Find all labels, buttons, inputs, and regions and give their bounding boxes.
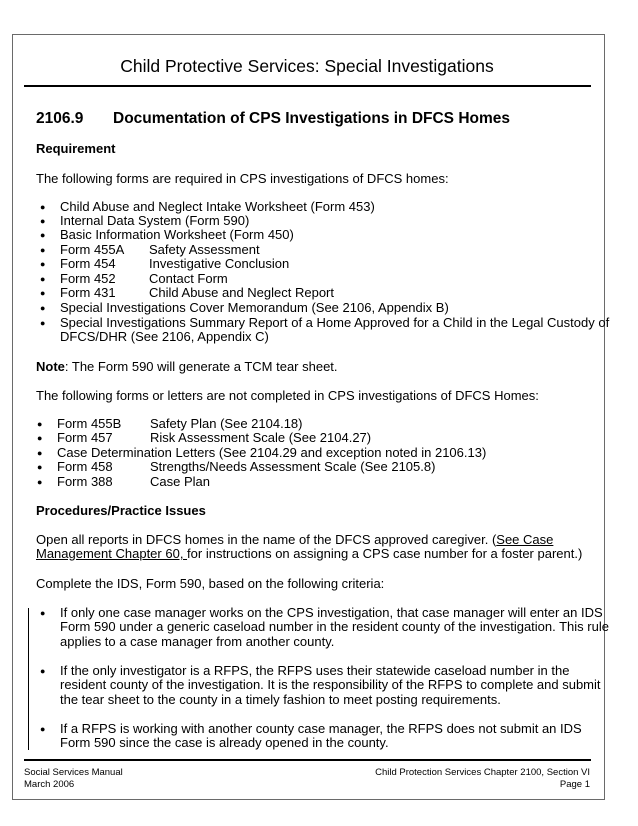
- bullet-icon: ●: [37, 462, 43, 472]
- list-item: Special Investigations Cover Memorandum (See 2106, Appendix B): [60, 300, 449, 315]
- footer-manual: Social Services Manual: [24, 767, 123, 778]
- criteria-item-line: If the only investigator is a RFPS, the RFPS uses their statewide caseload number in the: [60, 663, 570, 678]
- note-paragraph: Note: The Form 590 will generate a TCM tear sheet.: [36, 359, 338, 374]
- bullet-icon: ●: [40, 303, 46, 313]
- bullet-icon: ●: [40, 259, 46, 269]
- criteria-intro: Complete the IDS, Form 590, based on the following criteria:: [36, 576, 385, 591]
- footer-date: March 2006: [24, 779, 75, 790]
- change-bar: [28, 608, 29, 750]
- list-item: Form 458 Strengths/Needs Assessment Scale (See 2105.8): [57, 459, 436, 474]
- criteria-item-line: the tear sheet to the county in a timely fashion to meet posting requirements.: [60, 692, 501, 707]
- section-title: Documentation of CPS Investigations in DFCS Homes: [113, 110, 511, 127]
- list-item: Form 388 Case Plan: [57, 474, 210, 489]
- procedures-heading: Procedures/Practice Issues: [36, 503, 206, 518]
- list-item: Form 431 Child Abuse and Neglect Report: [60, 285, 335, 300]
- footer-page-number: Page 1: [559, 779, 590, 790]
- bullet-icon: ●: [37, 477, 43, 487]
- bullet-icon: ●: [40, 230, 46, 240]
- bullet-icon: ●: [40, 724, 46, 734]
- page-header-title: Child Protective Services: Special Investigations: [120, 56, 494, 76]
- list-item: Form 454 Investigative Conclusion: [60, 256, 290, 271]
- criteria-item-line: resident county of the investigation. It is the responsibility of the RFPS to complete and submit: [60, 677, 601, 692]
- list-item: Special Investigations Summary Report of a Home Approved for a Child in the Legal Custody of: [60, 315, 610, 330]
- case-management-link[interactable]: See Case: [496, 532, 554, 547]
- note-label: Note: [36, 359, 65, 374]
- bullet-icon: ●: [40, 288, 46, 298]
- bullet-icon: ●: [40, 666, 46, 676]
- criteria-item-line: Form 590 under a generic caseload number in the resident county of the investigation. This rule: [60, 619, 609, 634]
- list-item: Case Determination Letters (See 2104.29 and exception noted in 2106.13): [57, 445, 487, 460]
- case-management-link[interactable]: Management Chapter 60,: [36, 546, 188, 561]
- bullet-icon: ●: [40, 202, 46, 212]
- requirement-heading: Requirement: [36, 141, 116, 156]
- procedures-paragraph-line: Management Chapter 60, for instructions on assigning a CPS case number for a foster parent.): [36, 546, 583, 561]
- requirement-intro: The following forms are required in CPS investigations of DFCS homes:: [36, 171, 449, 186]
- criteria-item-line: Form 590 since the case is already opened in the county.: [60, 735, 389, 750]
- bullet-icon: ●: [37, 448, 43, 458]
- criteria-item-line: If a RFPS is working with another county case manager, the RFPS does not submit an IDS: [60, 721, 582, 736]
- section-heading: [36, 110, 510, 128]
- bullet-icon: ●: [37, 433, 43, 443]
- procedures-paragraph-line: Open all reports in DFCS homes in the name of the DFCS approved caregiver. (See Case: [36, 532, 554, 547]
- list-item: Form 457 Risk Assessment Scale (See 2104.27): [57, 430, 372, 445]
- list-item: Internal Data System (Form 590): [60, 213, 250, 228]
- bullet-icon: ●: [40, 216, 46, 226]
- section-number: 2106.9: [36, 110, 84, 127]
- header-rule: [24, 85, 591, 87]
- list-item: Basic Information Worksheet (Form 450): [60, 227, 294, 242]
- criteria-item-line: applies to a case manager from another county.: [60, 634, 335, 649]
- not-completed-intro: The following forms or letters are not completed in CPS investigations of DFCS Homes:: [36, 388, 539, 403]
- criteria-item-line: If only one case manager works on the CPS investigation, that case manager will enter an IDS: [60, 605, 603, 620]
- list-item: Form 455B Safety Plan (See 2104.18): [57, 416, 303, 431]
- list-item-continuation: DFCS/DHR (See 2106, Appendix C): [60, 329, 269, 344]
- bullet-icon: ●: [40, 318, 46, 328]
- footer-rule: [24, 759, 591, 761]
- bullet-icon: ●: [40, 274, 46, 284]
- list-item: Child Abuse and Neglect Intake Worksheet (Form 453): [60, 199, 375, 214]
- bullet-icon: ●: [37, 419, 43, 429]
- list-item: Form 455A Safety Assessment: [60, 242, 260, 257]
- list-item: Form 452 Contact Form: [60, 271, 228, 286]
- bullet-icon: ●: [40, 245, 46, 255]
- footer-chapter: Child Protection Services Chapter 2100, Section VI: [375, 767, 590, 778]
- bullet-icon: ●: [40, 608, 46, 618]
